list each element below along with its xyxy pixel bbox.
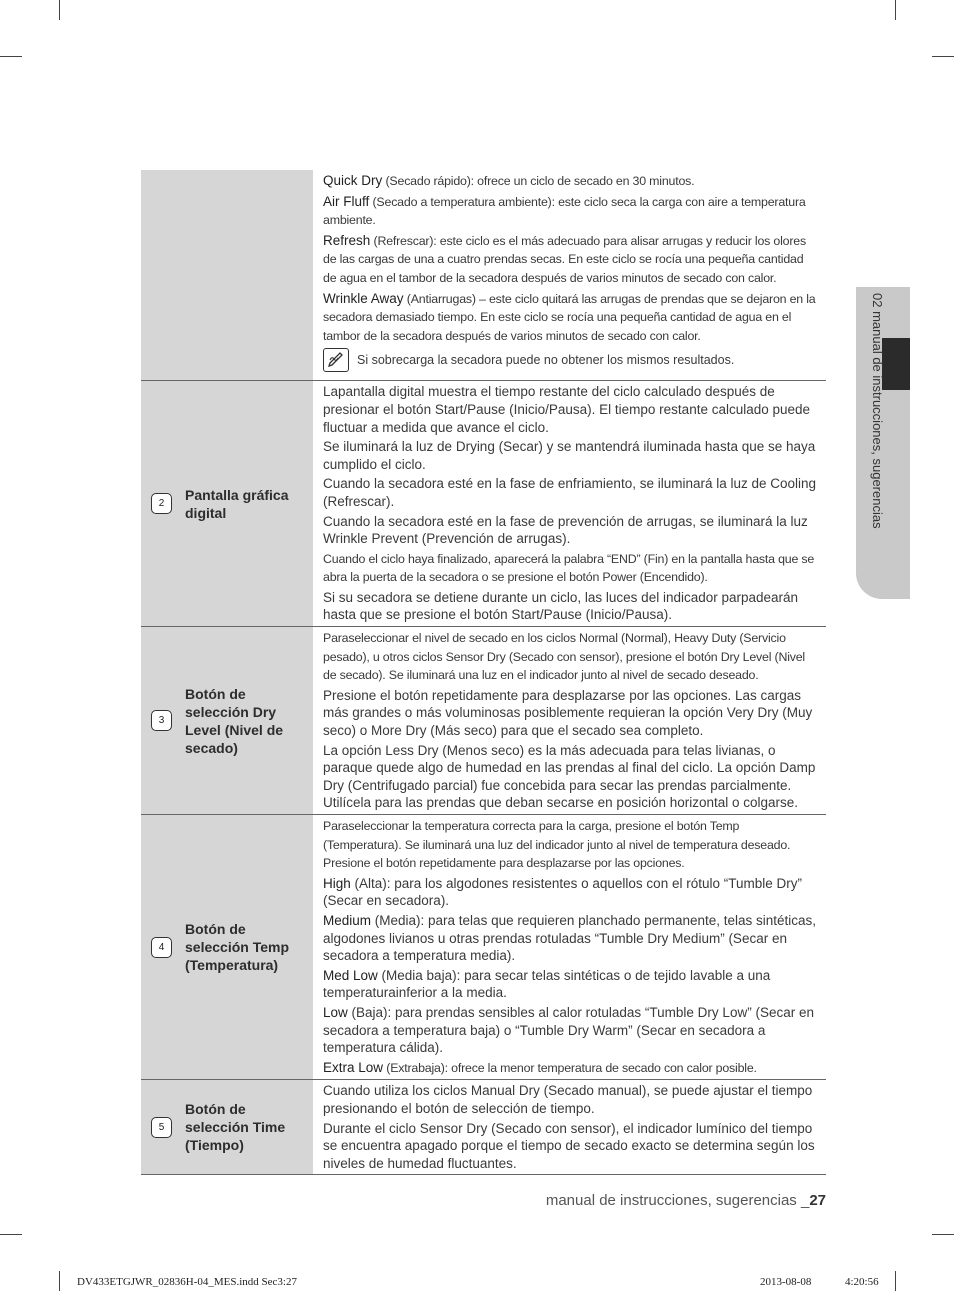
table-row [141,1080,826,1175]
row-label [141,685,313,757]
description-text: La opción Less Dry (Menos seco) es la más adecuada para telas livianas, o paraque quede algo de humedad en las prendas al final del ciclo. La opción Damp Dry (Centrifugado parcial) fue concebida para secar las prendas parcialmente. Utilícela para las prendas que deban secarse en posición horizontal o colgarse. [323,742,816,811]
table-row [141,170,826,381]
table-body [141,170,826,1175]
description-text: Si su secadora se detiene durante un ciclo, las luces del indicador parpadearán hasta que se presione el botón Start/Pause (Inicio/Pausa). [323,589,799,623]
option-name: Wrinkle Away [323,290,404,306]
description-paragraph [323,172,818,191]
row-label-cell [141,627,313,815]
description-paragraph [323,629,818,685]
description-text: Paraseleccionar la temperatura correcta para la carga, presione el botón Temp (Temperatura). Se iluminará una luz del indicador junto al nivel de temperatura deseado. Presione el botón repetidamente para desplazarse por las opciones. [323,819,791,871]
description-text: Durante el ciclo Sensor Dry (Secado con sensor), el indicador lumínico del tiempo se encuentra apagado porque el tiempo de secado exacto se determina según los niveles de humedad fluctuantes. [323,1120,815,1171]
option-name: Med Low [323,967,378,983]
description-paragraph [323,967,818,1002]
item-name: Pantalla gráfica digital [185,486,289,521]
crop-mark [59,0,60,20]
table-row [141,381,826,627]
description-paragraph [323,1059,818,1078]
description-text: (Secado rápido): ofrece un ciclo de secado en 30 minutos. [382,174,695,188]
crop-mark [59,1271,60,1291]
page-number: 27 [809,1192,826,1209]
description-paragraph [323,912,818,965]
crop-mark [932,1234,954,1235]
crop-mark [932,56,954,57]
row-label-cell [141,170,313,381]
item-name: Botón de selección Temp (Temperatura) [185,921,290,974]
option-name: Extra Low [323,1059,384,1075]
description-paragraph [323,742,818,812]
row-description-cell [313,1080,826,1175]
option-name: Medium [323,912,372,928]
note-pencil-icon [323,348,349,372]
slug-date: 2013-08-08 [760,1276,812,1288]
item-name: Botón de selección Dry Level (Nivel de secado) [185,685,284,756]
note-text: Si sobrecarga la secadora puede no obtener los mismos resultados. [357,352,735,367]
row-description-cell [313,381,826,627]
description-text: (Antiarrugas) – este ciclo quitará las arrugas de prendas que se dejaron en la secadora demasiado tiempo. En este ciclo se rocía una pequeña cantidad de agua en el tambor de la secadora después de varios minutos de secado con calor. [323,291,816,343]
row-label-cell [141,1080,313,1175]
chapter-tab-label: 02 manual de instrucciones, sugerencias [870,293,885,529]
description-paragraph [323,1082,818,1117]
description-text: (Extrabaja): ofrece la menor temperatura de secado con calor posible. [383,1060,757,1075]
table-row [141,815,826,1080]
item-number-badge: 4 [151,937,172,958]
description-paragraph [323,383,818,436]
item-number-badge: 3 [151,710,172,731]
description-text: Se iluminará la luz de Drying (Secar) y se mantendrá iluminada hasta que se haya cumplido el ciclo. [323,439,816,472]
slug-file: DV433ETGJWR_02836H-04_MES.indd Sec3:27 [77,1276,297,1288]
description-paragraph [323,513,818,548]
description-text: (Secado a temperatura ambiente): este ciclo seca la carga con aire a temperatura ambiente. [323,194,806,228]
row-label-cell [141,381,313,627]
crop-mark [895,0,896,20]
description-paragraph [323,550,818,587]
chapter-marker [882,338,910,390]
description-paragraph [323,232,818,288]
row-label-cell [141,815,313,1080]
description-paragraph [323,1120,818,1173]
option-name: Air Fluff [323,193,370,209]
item-number-badge: 5 [151,1117,172,1138]
row-description-cell [313,170,826,381]
table-row [141,627,826,815]
description-paragraph [323,438,818,473]
description-text: Presione el botón repetidamente para desplazarse por las opciones. Las cargas más grandes o más voluminosas posiblemente requieran la opción Very Dry (Muy seco) o More Dry (Más seco) para que el secado sea completo. [323,687,813,739]
controls-table [141,170,826,1175]
item-name: Botón de selección Time (Tiempo) [185,1101,286,1154]
description-text: Lapantalla digital muestra el tiempo restante del ciclo calculado después de presionar el botón Start/Pause (Inicio/Pausa). El tiempo restante calculado puede fluctuar a medida que avance el ciclo. [323,384,811,435]
crop-mark [0,1234,22,1235]
slug-time: 4:20:56 [845,1276,879,1288]
description-paragraph [323,193,818,230]
option-name: Quick Dry [323,173,383,188]
description-paragraph [323,817,818,873]
description-paragraph [323,1004,818,1057]
description-text: Cuando el ciclo haya finalizado, aparecerá la palabra “END” (Fin) en la pantalla hasta que se abra la puerta de la secadora o se presione el botón Power (Encendido). [323,551,815,585]
description-text: (Alta): para los algodones resistentes o aquellos con el rótulo “Tumble Dry” (Secar en secadora). [323,875,802,909]
row-label [141,486,313,522]
description-text: (Refrescar): este ciclo es el más adecuado para alisar arrugas y reducir los olores de las cargas de una a cuatro prendas secas. En este ciclo se rocía una pequeña cantidad de agua en el tambor de la secadora después de varios minutos de secado con calor. [323,233,806,285]
description-text: (Baja): para prendas sensibles al calor rotuladas “Tumble Dry Low” (Secar en secadora a temperatura baja) o “Tumble Dry Warm” (Secar en secadora a temperatura cálida). [323,1004,814,1056]
description-text: Cuando la secadora esté en la fase de enfriamiento, se iluminará la luz de Cooling (Refrescar). [323,476,817,509]
crop-mark [895,1271,896,1291]
row-label [141,920,313,974]
chapter-side-tab [856,287,910,599]
description-paragraph [323,475,818,510]
page-footer [546,1192,826,1209]
row-label [141,1100,313,1154]
description-paragraph [323,589,818,624]
note [323,348,818,372]
footer-text: manual de instrucciones, sugerencias _ [545,1192,810,1209]
row-description-cell [313,627,826,815]
description-text: (Media): para telas que requieren planchado permanente, telas sintéticas, algodones livianos u otras prendas rotuladas “Tumble Dry Medium” (Secar en secadora a temperatura media). [323,912,817,964]
description-text: (Media baja): para secar telas sintéticas o de tejido lavable a una temperaturainferior a la media. [323,967,771,1001]
item-number-badge: 2 [151,493,172,514]
description-text: Cuando utiliza los ciclos Manual Dry (Secado manual), se puede ajustar el tiempo presionando el botón de selección de tiempo. [323,1083,813,1116]
description-paragraph [323,687,818,740]
description-text: Paraseleccionar el nivel de secado en los ciclos Normal (Normal), Heavy Duty (Servicio pesado), u otros ciclos Sensor Dry (Secado con sensor), presione el botón Dry Level (Nivel de secado). Se iluminará una luz en el indicador junto al nivel de secado deseado. [323,631,805,683]
option-name: Refresh [323,232,371,248]
option-name: High [323,875,351,891]
description-text: Cuando la secadora esté en la fase de prevención de arrugas, se iluminará la luz Wrinkle Prevent (Prevención de arrugas). [323,513,808,547]
description-paragraph [323,875,818,910]
option-name: Low [323,1004,348,1020]
crop-mark [0,56,22,57]
row-description-cell [313,815,826,1080]
description-paragraph [323,290,818,346]
